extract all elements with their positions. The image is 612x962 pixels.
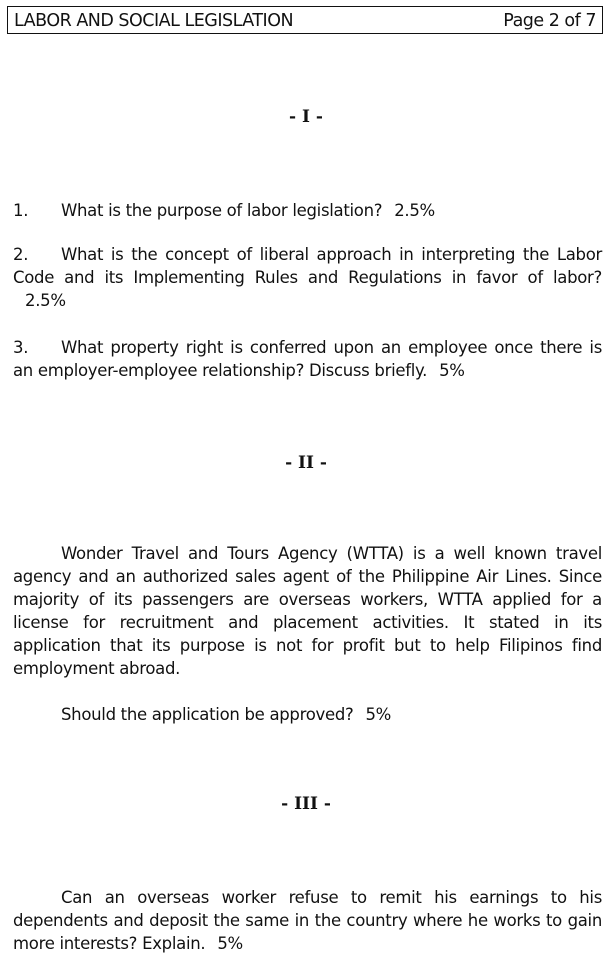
question-number: 2. [13,245,29,264]
question-weight: 5% [217,934,243,953]
question-2 [13,243,602,312]
section-mark-ii: - II - [285,453,327,473]
question-1 [13,199,602,222]
question-3 [13,336,602,382]
question-weight: 5% [439,361,465,380]
section-mark-i: - I - [289,107,323,127]
case-text: Wonder Travel and Tours Agency (WTTA) is a well known travel agency and an authorized sales agent of the Philippine Air Lines. Since majority of its passengers are overseas workers, WTTA applied for a license for recruitment and placement activities. It stated in its application that its purpose is not for profit but to help Filipinos find employment abroad. [13,544,602,678]
question-weight: 2.5% [394,201,435,220]
page-header [7,6,603,34]
question-text: What is the concept of liberal approach in interpreting the Labor Code and its Implementing Rules and Regulations in favor of labor? [13,245,602,287]
question-number: 1. [13,201,29,220]
page-number: Page 2 of 7 [503,11,596,31]
question-weight: 5% [365,705,392,724]
question-ii [13,703,602,726]
question-text: Can an overseas worker refuse to remit his earnings to his dependents and deposit the same in the country where he works to gain more interests? Explain. [13,888,602,953]
question-number: 3. [13,338,29,357]
question-text: What is the purpose of labor legislation? [61,201,383,220]
section-mark-iii: - III - [281,794,331,814]
question-weight: 2.5% [25,291,66,310]
question-text: What property right is conferred upon an employee once there is an employer-employee relationship? Discuss briefly. [13,338,602,380]
case-paragraph [13,542,602,680]
exam-title: LABOR AND SOCIAL LEGISLATION [14,11,294,31]
question-iii [13,886,602,955]
question-text: Should the application be approved? [61,705,354,724]
